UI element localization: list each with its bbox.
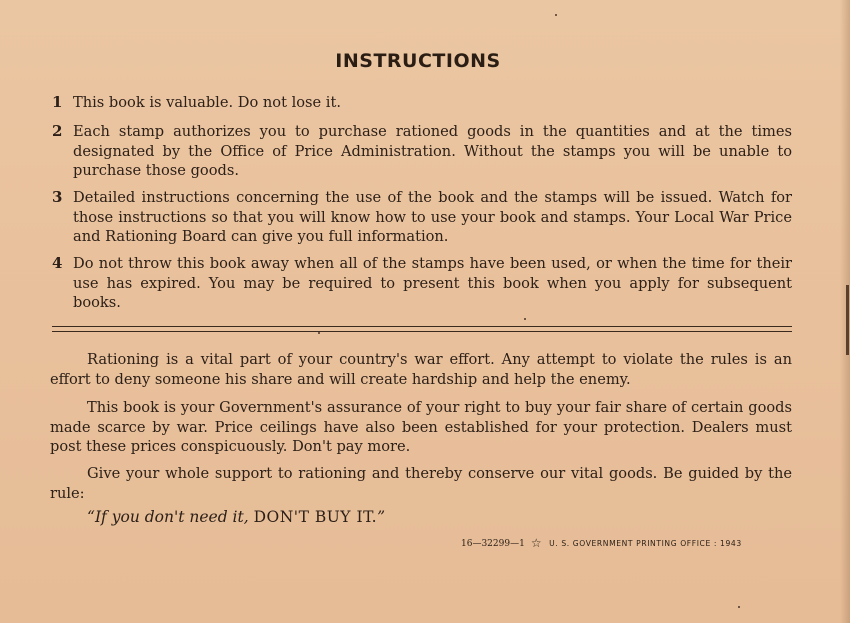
divider-line-bottom: [52, 331, 792, 332]
page-edge-mark: [846, 285, 849, 355]
paper-speck: [524, 318, 526, 320]
instruction-text: Detailed instructions concerning the use of the book and the stamps will be issued. Watch for those instructions so that you will know how to use your book and stamps. Your Local War Price and Rationing Board can give you full information.: [73, 189, 792, 246]
instruction-number: 4: [52, 254, 63, 272]
rationing-paragraph: Rationing is a vital part of your country's war effort. Any attempt to violate the rules is an effort to deny someone his share and will create hardship and help the enemy.: [50, 351, 792, 388]
instruction-item-4: [52, 254, 792, 313]
paper-speck: [318, 332, 320, 334]
motto-quote: [87, 508, 385, 526]
instruction-number: 1: [52, 93, 63, 111]
instruction-item-2: [52, 122, 792, 181]
paper-speck: [738, 606, 740, 608]
page-title: INSTRUCTIONS: [335, 50, 501, 72]
paper-speck: [555, 14, 557, 16]
printer-imprint: [461, 535, 742, 549]
instruction-text: Each stamp authorizes you to purchase rationed goods in the quantities and at the times designated by the Office of Price Administration. Without the stamps you will be unable to purchase those goods.: [73, 123, 792, 180]
divider-line-top: [52, 326, 792, 327]
support-paragraph: Give your whole support to rationing and thereby conserve our vital goods. Be guided by the rule:: [50, 465, 792, 502]
assurance-paragraph: This book is your Government's assurance of your right to buy your fair share of certain goods made scarce by war. Price ceilings have also been established for your protection. Dealers must post these prices conspicuously. Don't pay more.: [50, 399, 792, 456]
instruction-item-3: [52, 188, 792, 247]
instruction-number: 3: [52, 188, 63, 206]
star-icon: ☆: [530, 536, 543, 550]
printing-office-text: U. S. GOVERNMENT PRINTING OFFICE : 1943: [549, 539, 742, 548]
form-code: 16—32299—1: [461, 539, 525, 549]
close-quote: ”: [377, 508, 385, 526]
instruction-text: This book is valuable. Do not lose it.: [73, 94, 341, 111]
motto-italic: If you don't need it,: [94, 508, 249, 526]
open-quote: “: [87, 508, 95, 526]
motto-caps: DON'T BUY IT.: [253, 508, 378, 526]
instruction-number: 2: [52, 122, 63, 140]
instruction-item-1: [52, 93, 792, 113]
instruction-text: Do not throw this book away when all of the stamps have been used, or when the time for their use has expired. You may be required to present this book when you apply for subsequent books.: [73, 255, 792, 312]
